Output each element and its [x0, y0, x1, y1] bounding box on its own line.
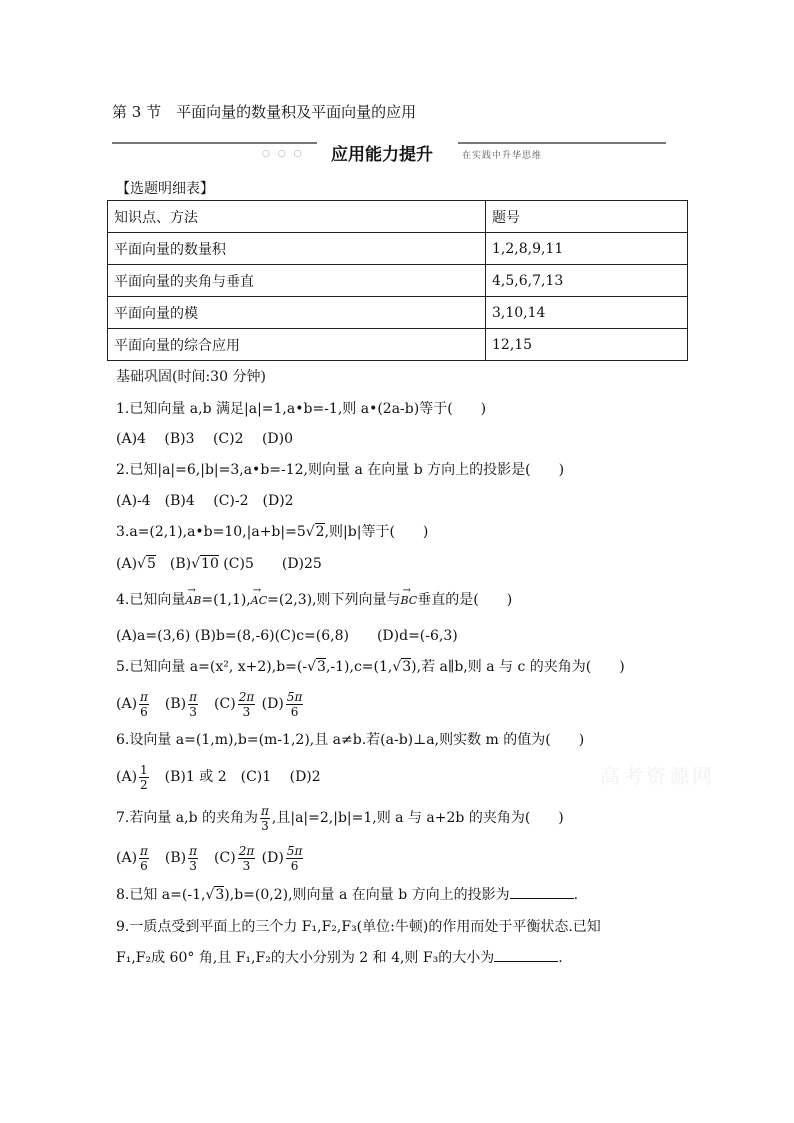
table-cell: 平面向量的综合应用	[108, 329, 486, 361]
q7-option-fraction: $\frac{\pi}{3}$	[189, 843, 198, 873]
table-cell: 4,5,6,7,13	[486, 265, 688, 297]
q8-part: 8.已知 a=(-1,	[116, 887, 206, 903]
table-cell: 平面向量的模	[108, 297, 486, 329]
table-cell: 平面向量的夹角与垂直	[108, 265, 486, 297]
q7-part: 7.若向量 a,b 的夹角为	[116, 810, 259, 826]
q3-radicand: 5	[146, 556, 156, 572]
q3-radicand: 2	[315, 524, 325, 540]
q5-option-fraction: $\frac{\pi}{6}$	[140, 689, 148, 719]
banner-dots-decoration: ○○○	[262, 149, 310, 159]
q6-text: 6.设向量 a=(1,m),b=(m-1,2),且 a≠b.若(a-b)⊥a,则实数 m 的值为( )	[116, 732, 585, 748]
q3-part: ,则|b|等于( )	[324, 524, 429, 540]
q7-part: ,且|a|=2,|b|=1,则 a 与 a+2b 的夹角为( )	[271, 810, 564, 826]
q5-option-label: (C)	[200, 696, 236, 712]
q5-radicand: 3	[317, 659, 326, 675]
q3-options: (A)√5 (B)√10 (C)5 (D)25	[116, 556, 322, 572]
table-row	[108, 265, 688, 297]
basic-section-heading: 基础巩固(时间:30 分钟)	[116, 369, 266, 385]
banner-divider-left	[112, 142, 317, 144]
table-row	[108, 233, 688, 265]
topic-table	[107, 200, 688, 361]
banner-title: 应用能力提升	[331, 145, 433, 165]
q5-text: 5.已知向量 a=(x², x+2),b=(-√3,-1),c=(1,√3),若 a∥b,则 a 与 c 的夹角为( )	[116, 659, 625, 675]
q4-part: 垂直的是( )	[417, 592, 513, 608]
table-cell: 3,10,14	[486, 297, 688, 329]
q4-part: =(1,1),	[201, 592, 251, 608]
q7-option-fraction: $\frac{5\pi}{6}$	[286, 843, 303, 873]
q2-options: (A)-4 (B)4 (C)-2 (D)2	[116, 493, 294, 509]
q7-option-label: (D)	[257, 850, 284, 866]
q1-options: (A)4 (B)3 (C)2 (D)0	[116, 431, 294, 447]
q7-option-label: (B)	[150, 850, 187, 866]
q7-option-label: (A)	[116, 850, 138, 866]
q9-line1: 9.一质点受到平面上的三个力 F₁,F₂,F₃(单位:牛顿)的作用而处于平衡状态.已知	[116, 919, 601, 935]
answer-blank[interactable]	[510, 886, 574, 899]
table-header-row	[108, 201, 688, 233]
q3-radicand: 10	[201, 556, 219, 572]
banner-divider-right	[458, 142, 666, 144]
q5-option-label: (A)	[116, 696, 138, 712]
q8-radicand: 3	[215, 887, 225, 903]
q7-text	[116, 802, 564, 834]
vector-ab: → AB	[185, 592, 201, 610]
q8-end: .	[573, 887, 579, 903]
q4-text	[116, 591, 512, 610]
table-header-cell: 题号	[486, 201, 688, 233]
q5-part: 5.已知向量 a=(x², x+2),b=(-	[116, 659, 308, 675]
q5-radicand: 3	[402, 659, 412, 675]
table-row	[108, 297, 688, 329]
q3-text: 3.a=(2,1),a•b=10,|a+b|=5√2,则|b|等于( )	[116, 524, 429, 540]
q9-line2	[116, 949, 563, 967]
q1-text: 1.已知向量 a,b 满足|a|=1,a•b=-1,则 a•(2a-b)等于( )	[116, 401, 487, 417]
table-row	[108, 329, 688, 361]
q5-option-fraction: $\frac{5\pi}{6}$	[286, 689, 303, 719]
table-heading: 【选题明细表】	[116, 181, 214, 197]
answer-blank[interactable]	[494, 949, 558, 962]
q5-option-fraction: $\frac{\pi}{3}$	[189, 689, 198, 719]
q6-option-label: (A)	[116, 769, 138, 785]
q8-text: 8.已知 a=(-1,√3),b=(0,2),则向量 a 在向量 b 方向上的投影为 .	[116, 887, 579, 903]
q3-option-label: (A)	[116, 556, 138, 572]
q3-option-label: (B)	[155, 556, 192, 572]
q8-part: ),b=(0,2),则向量 a 在向量 b 方向上的投影为	[224, 887, 510, 903]
q4-part: 4.已知向量	[116, 592, 186, 608]
table-cell: 1,2,8,9,11	[486, 233, 688, 265]
q6-option-rest: (B)1 或 2 (C)1 (D)2	[150, 769, 321, 785]
q4-part: =(2,3),则下列向量与	[267, 592, 401, 608]
q4-options: (A)a=(3,6) (B)b=(8,-6)(C)c=(6,8) (D)d=(-6,3)	[116, 628, 458, 644]
watermark: 高考资源网	[600, 764, 715, 788]
banner-subtitle: 在实践中升华思维	[462, 151, 543, 161]
q5-part: ,-1),c=(1,	[325, 659, 393, 675]
q9-end: .	[558, 950, 563, 966]
q7-option-label: (C)	[200, 850, 236, 866]
q6-option-fraction: $\frac{1}{2}$	[140, 762, 148, 792]
q5-option-label: (D)	[257, 696, 284, 712]
q6-options	[116, 761, 321, 793]
vector-ac: → AC	[251, 592, 267, 610]
q5-options	[116, 688, 305, 720]
table-cell: 平面向量的数量积	[108, 233, 486, 265]
q5-option-label: (B)	[150, 696, 187, 712]
table-cell: 12,15	[486, 329, 688, 361]
table-header-cell: 知识点、方法	[108, 201, 486, 233]
vector-bc: → BC	[401, 592, 418, 610]
q9-part: F₁,F₂成 60° 角,且 F₁,F₂的大小分别为 2 和 4,则 F₃的大小为	[116, 950, 495, 966]
q7-options	[116, 842, 305, 874]
q3-part: 3.a=(2,1),a•b=10,|a+b|=5	[116, 524, 306, 540]
q7-option-fraction: $\frac{\pi}{6}$	[140, 843, 148, 873]
q5-part: ),若 a∥b,则 a 与 c 的夹角为( )	[411, 659, 625, 675]
q5-option-fraction: $\frac{2\pi}{3}$	[238, 689, 255, 719]
q3-option-rest: (C)5 (D)25	[218, 556, 322, 572]
q2-text: 2.已知|a|=6,|b|=3,a•b=-12,则向量 a 在向量 b 方向上的投影是( )	[116, 462, 565, 478]
q7-option-fraction: $\frac{2\pi}{3}$	[238, 843, 255, 873]
section-title: 第 3 节 平面向量的数量积及平面向量的应用	[112, 103, 417, 121]
q7-angle-fraction: $\frac{\pi}{3}$	[261, 803, 269, 833]
